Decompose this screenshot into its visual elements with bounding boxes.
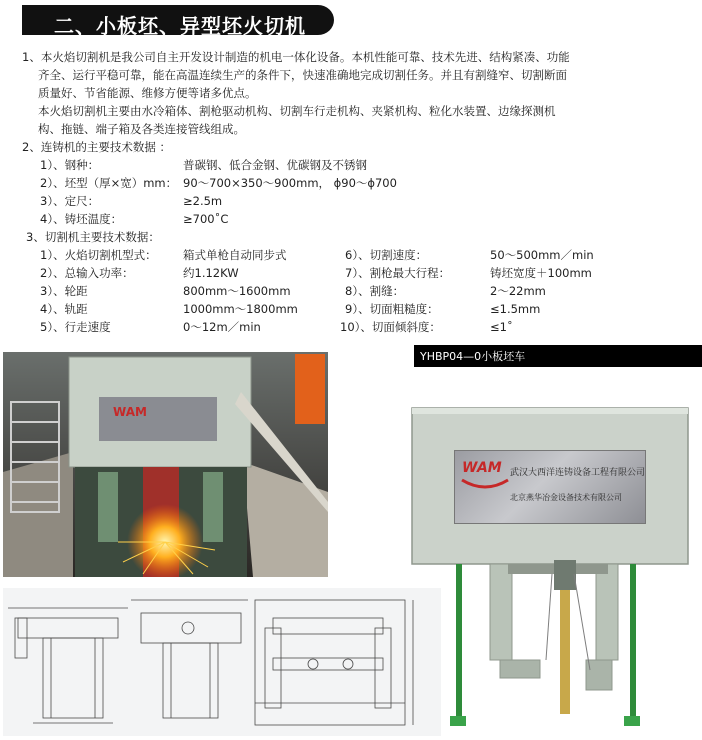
- spec-label: 2）、坯型（厚×宽）mm：: [40, 176, 178, 190]
- spec-label: 1）、钢种：: [40, 158, 100, 172]
- spec-value: 1000mm～1800mm: [183, 302, 298, 316]
- product-caption-bar: [414, 345, 702, 367]
- product-photo: [404, 370, 702, 736]
- spec-label: 2）、总输入功率：: [40, 266, 134, 280]
- spec-value: 约1.12KW: [183, 266, 239, 280]
- spec-value: ≤1.5mm: [490, 302, 541, 316]
- plate-company-1: 武汉大西洋连铸设备工程有限公司: [510, 468, 646, 478]
- spec-value: ≥700˚C: [183, 212, 229, 226]
- spec-label: 4）、铸坯温度：: [40, 212, 123, 226]
- spec-label: 4）、轨距: [40, 302, 88, 316]
- intro-line: 构、拖链、端子箱及各类连接管线组成。: [38, 122, 245, 136]
- intro-line: 齐全、运行平稳可靠，能在高温连续生产的条件下，快速准确地完成切割任务。并且有割缝窄、切割断面: [38, 68, 567, 82]
- intro-line: 1、本火焰切割机是我公司自主开发设计制造的机电一体化设备。本机性能可靠、技术先进、结构紧凑、功能: [22, 50, 570, 64]
- spec-label: 10）、切面倾斜度：: [340, 320, 441, 334]
- section-heading: 3、切割机主要技术数据：: [26, 230, 160, 244]
- spec-label: 7）、割枪最大行程：: [345, 266, 451, 280]
- title-banner: [22, 5, 334, 38]
- spec-value: 50～500mm／min: [490, 248, 594, 262]
- product-caption: YHBP04—0小板坯车: [420, 350, 526, 363]
- spec-label: 9）、切面粗糙度：: [345, 302, 439, 316]
- installation-photo: [3, 352, 328, 577]
- spec-value: 90～700×350～900mm， ϕ90～ϕ700: [183, 176, 397, 190]
- spec-value: 0～12m／min: [183, 320, 261, 334]
- spec-value: ≤1˚: [490, 320, 513, 334]
- page-title: 二、小板坯、异型坯火切机: [54, 14, 306, 38]
- wam-logo: WAM: [460, 460, 510, 494]
- intro-line: 质量好、节省能源、维修方便等诸多优点。: [38, 86, 257, 100]
- spec-label: 6）、切割速度：: [345, 248, 428, 262]
- svg-text:WAM: WAM: [113, 405, 147, 419]
- spec-value: 2～22mm: [490, 284, 546, 298]
- spec-label: 3）、定尺：: [40, 194, 100, 208]
- spec-value: 800mm～1600mm: [183, 284, 291, 298]
- spec-label: 1）、火焰切割机型式：: [40, 248, 157, 262]
- spec-label: 3）、轮距: [40, 284, 88, 298]
- spec-value: 普碳钢、低合金钢、优碳钢及不锈钢: [183, 158, 367, 172]
- spec-label: 8）、割缝：: [345, 284, 405, 298]
- engineering-drawings: [3, 588, 441, 736]
- spec-label: 5）、行走速度: [40, 320, 111, 334]
- spec-value: ≥2.5m: [183, 194, 223, 208]
- spec-value: 铸坯宽度＋100mm: [490, 266, 592, 280]
- spec-value: 箱式单枪自动同步式: [183, 248, 287, 262]
- intro-line: 本火焰切割机主要由水冷箱体、割枪驱动机构、切割车行走机构、夹紧机构、粒化水装置、边缘探测机: [38, 104, 556, 118]
- section-heading: 2、连铸机的主要技术数据 ：: [22, 140, 171, 154]
- plate-company-2: 北京燕华冶金设备技术有限公司: [510, 493, 622, 502]
